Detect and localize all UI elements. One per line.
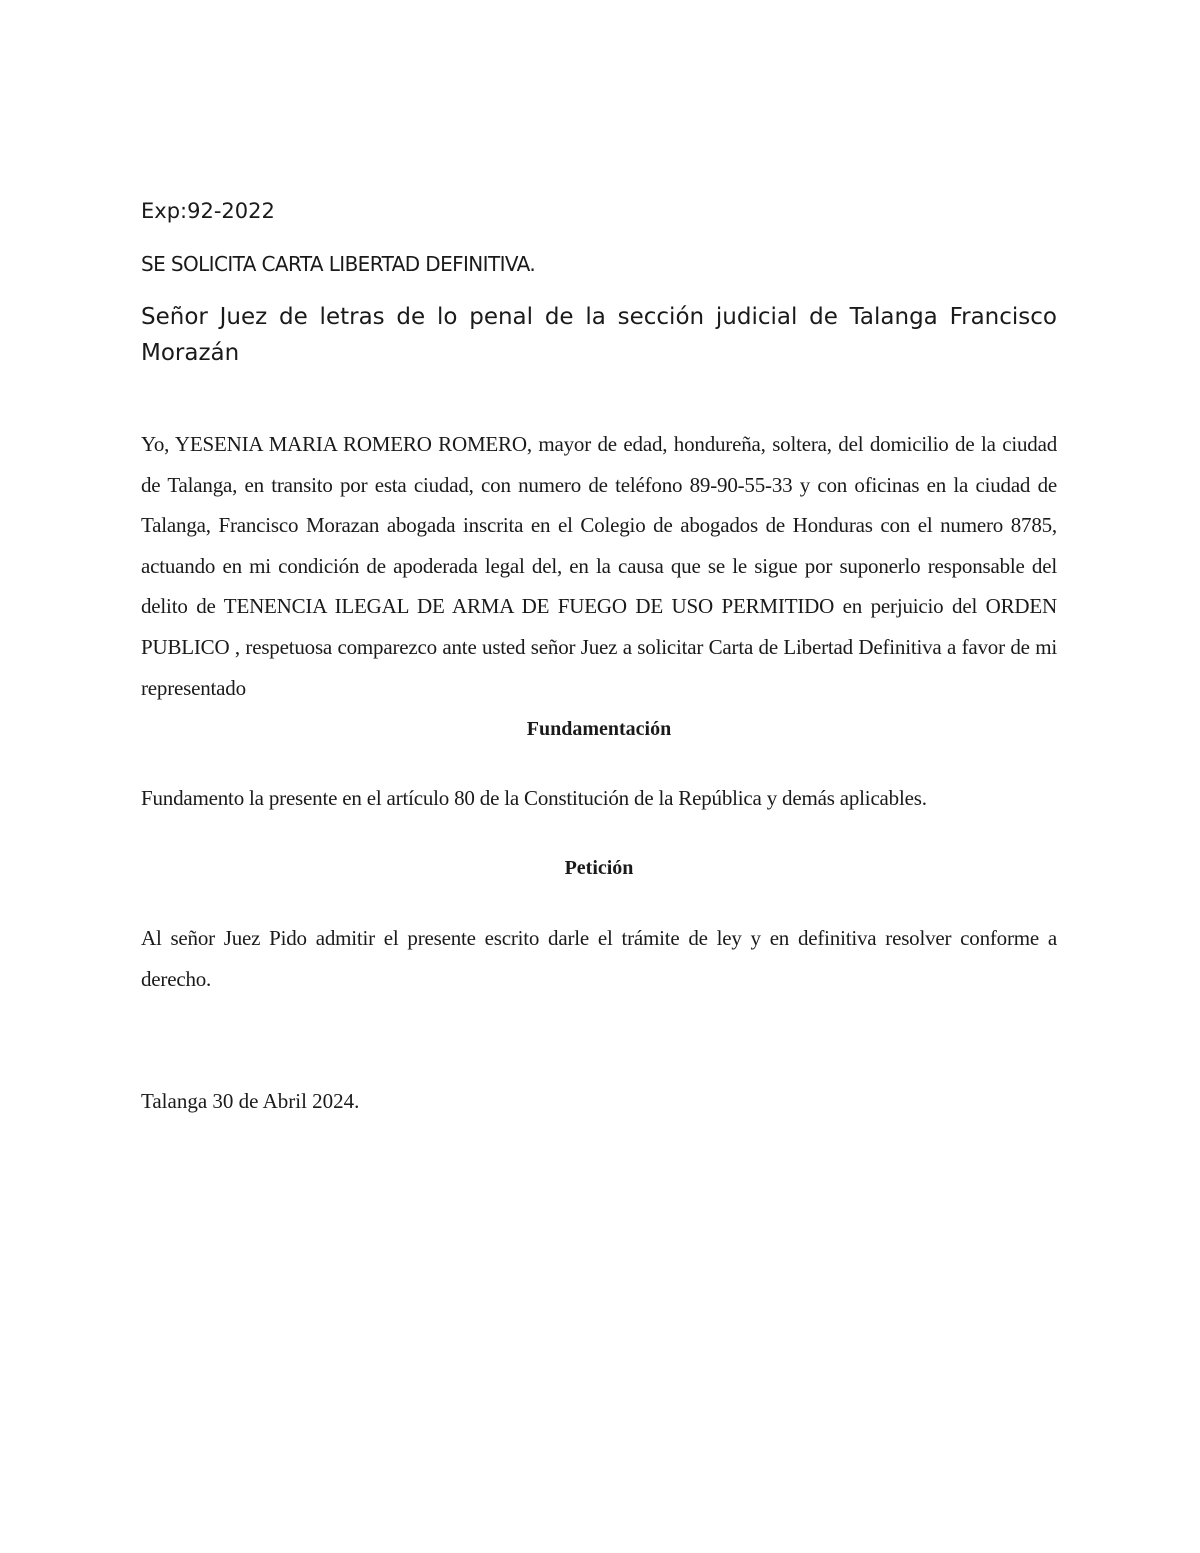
body-paragraph: Yo, YESENIA MARIA ROMERO ROMERO, mayor de edad, hondureña, soltera, del domicilio de la ciudad de Talanga, en transito por esta ciudad, con numero de teléfono 89-90-55-33 y con oficinas en la ciudad de Talanga, Francisco Morazan abogada inscrita en el Colegio de abogados de Honduras con el numero 8785, actuando en mi condición de apoderada legal del, en la causa que se le sigue por suponerlo responsable del delito de TENENCIA ILEGAL DE ARMA DE FUEGO DE USO PERMITIDO en perjuicio del ORDEN PUBLICO , respetuosa comparezco ante usted señor Juez a solicitar Carta de Libertad Definitiva a favor de mi representado <box>141 432 1057 700</box>
addressee: Señor Juez de letras de lo penal de la sección judicial de Talanga Francisco Morazán <box>141 304 1057 366</box>
peticion-heading: Petición <box>564 857 634 879</box>
case-number: Exp:92-2022 <box>141 199 275 223</box>
peticion-text: Al señor Juez Pido admitir el presente escrito darle el trámite de ley y en definitiva resolver conforme a derecho. <box>141 926 1057 991</box>
document-subject: SE SOLICITA CARTA LIBERTAD DEFINITIVA. <box>141 252 536 276</box>
fundamentacion-heading: Fundamentación <box>526 718 672 740</box>
fundamentacion-text: Fundamento la presente en el artículo 80 de la Constitución de la República y demás aplicables. <box>141 786 927 810</box>
place-and-date: Talanga 30 de Abril 2024. <box>141 1089 360 1113</box>
